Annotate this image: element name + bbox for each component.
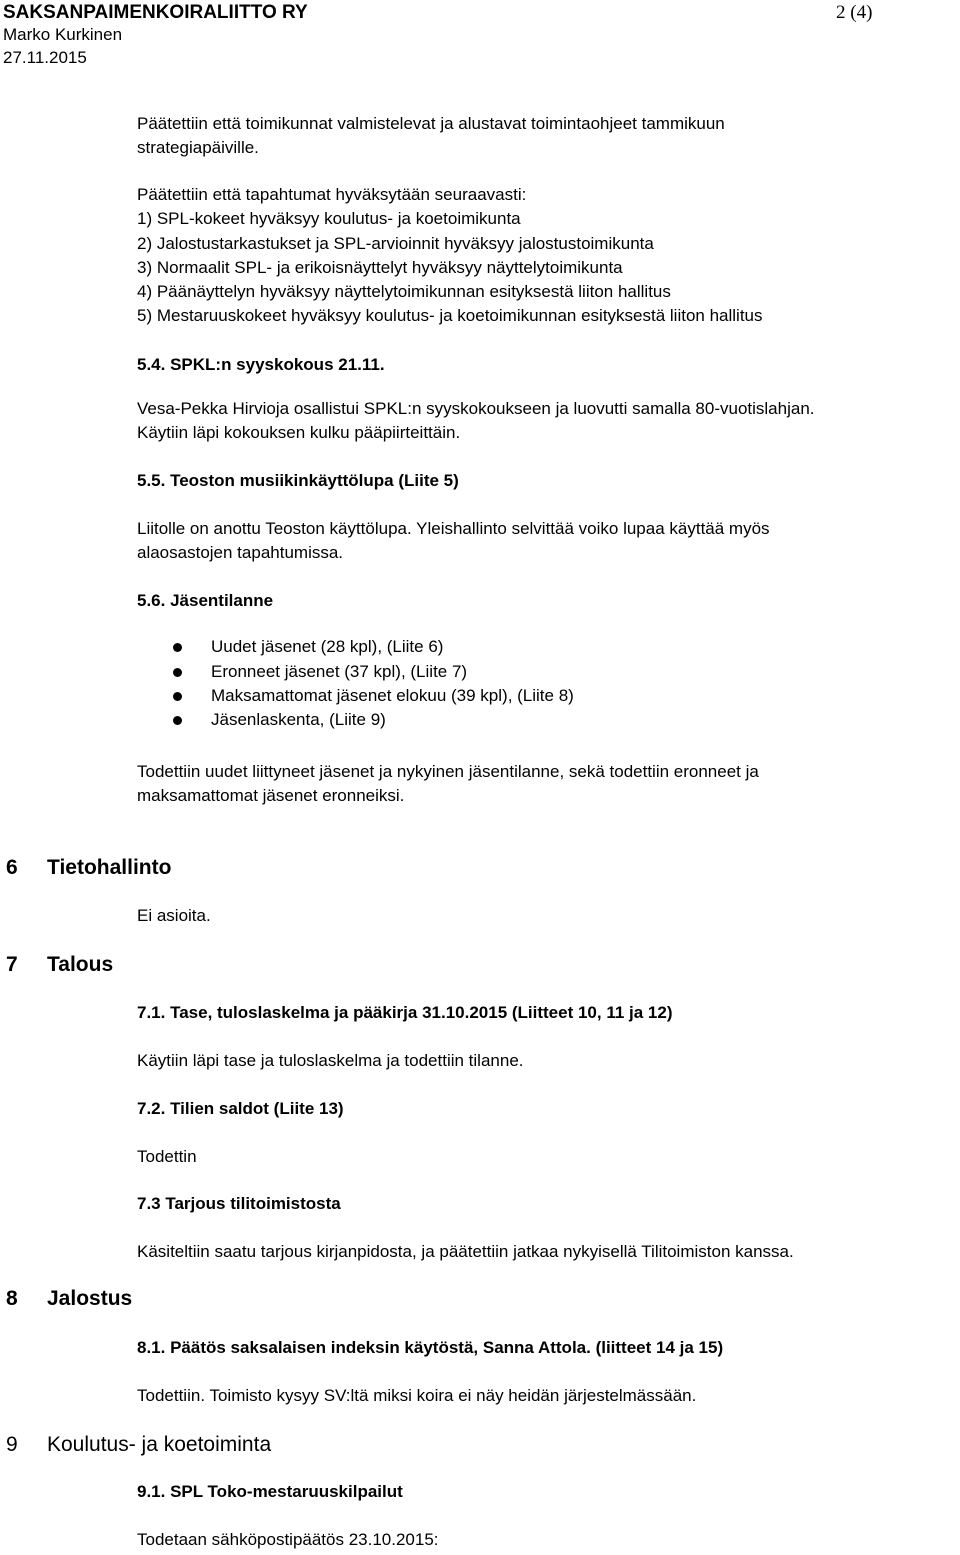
paragraph-line: Liitolle on anottu Teoston käyttölupa. Yleishallinto selvittää voiko lupaa käyttää myös <box>137 519 770 538</box>
heading-7-2: 7.2. Tilien saldot (Liite 13) <box>137 1099 344 1118</box>
approval-item: 1) SPL-kokeet hyväksyy koulutus- ja koetoimikunta <box>137 209 521 228</box>
section-6-number: 6 <box>6 856 18 879</box>
paragraph-line: Todettiin uudet liittyneet jäsenet ja nykyinen jäsentilanne, sekä todettiin eronneet ja <box>137 762 759 781</box>
paragraph-line: Käytiin läpi tase ja tuloslaskelma ja todettiin tilanne. <box>137 1051 524 1070</box>
section-7-number: 7 <box>6 953 18 976</box>
paragraph-line: Todettin <box>137 1147 197 1166</box>
bullet-icon <box>173 668 182 677</box>
approval-item: 5) Mestaruuskokeet hyväksyy koulutus- ja koetoimikunnan esityksestä liiton hallitus <box>137 306 763 325</box>
bullet-icon <box>173 692 182 701</box>
approval-item: 2) Jalostustarkastukset ja SPL-arvioinnit hyväksyy jalostustoimikunta <box>137 234 654 253</box>
intro-line: Päätettiin että toimikunnat valmistelevat ja alustavat toimintaohjeet tammikuun <box>137 114 725 133</box>
list-item: Jäsenlaskenta, (Liite 9) <box>211 710 386 729</box>
bullet-icon <box>173 643 182 652</box>
author-name: Marko Kurkinen <box>3 25 123 44</box>
heading-5-4: 5.4. SPKL:n syyskokous 21.11. <box>137 355 385 374</box>
heading-5-6: 5.6. Jäsentilanne <box>137 591 274 610</box>
section-7-title: Talous <box>47 953 114 976</box>
paragraph-line: Todetaan sähköpostipäätös 23.10.2015: <box>137 1530 439 1549</box>
paragraph-line: Vesa-Pekka Hirvioja osallistui SPKL:n syyskokoukseen ja luovutti samalla 80-vuotislahjan. <box>137 399 815 418</box>
organization-name: SAKSANPAIMENKOIRALIITTO RY <box>3 2 308 23</box>
paragraph-line: Ei asioita. <box>137 906 211 925</box>
heading-7-1: 7.1. Tase, tuloslaskelma ja pääkirja 31.10.2015 (Liitteet 10, 11 ja 12) <box>137 1003 673 1022</box>
paragraph-line: alaosastojen tapahtumissa. <box>137 543 344 562</box>
list-item: Maksamattomat jäsenet elokuu (39 kpl), (Liite 8) <box>211 686 574 705</box>
approval-item: 3) Normaalit SPL- ja erikoisnäyttelyt hyväksyy näyttelytoimikunta <box>137 258 623 277</box>
section-9-title: Koulutus- ja koetoiminta <box>47 1433 272 1456</box>
intro-line: strategiapäiville. <box>137 138 259 157</box>
heading-8-1: 8.1. Päätös saksalaisen indeksin käytöstä, Sanna Attola. (liitteet 14 ja 15) <box>137 1338 724 1357</box>
paragraph-line: Todettiin. Toimisto kysyy SV:ltä miksi koira ei näy heidän järjestelmässään. <box>137 1386 697 1405</box>
approval-item: 4) Päänäyttelyn hyväksyy näyttelytoimikunnan esityksestä liiton hallitus <box>137 282 671 301</box>
paragraph-line: maksamattomat jäsenet eronneiksi. <box>137 786 405 805</box>
heading-9-1: 9.1. SPL Toko-mestaruuskilpailut <box>137 1482 403 1501</box>
list-item: Eronneet jäsenet (37 kpl), (Liite 7) <box>211 662 468 681</box>
bullet-icon <box>173 716 182 725</box>
document-date: 27.11.2015 <box>3 48 87 67</box>
section-8-title: Jalostus <box>47 1287 133 1310</box>
heading-7-3: 7.3 Tarjous tilitoimistosta <box>137 1194 341 1213</box>
heading-5-5: 5.5. Teoston musiikinkäyttölupa (Liite 5) <box>137 471 459 490</box>
section-9-number: 9 <box>6 1433 18 1456</box>
page-number: 2 (4) <box>836 2 873 23</box>
approvals-lead: Päätettiin että tapahtumat hyväksytään seuraavasti: <box>137 185 527 204</box>
section-6-title: Tietohallinto <box>47 856 172 879</box>
section-8-number: 8 <box>6 1287 18 1310</box>
paragraph-line: Käsiteltiin saatu tarjous kirjanpidosta, ja päätettiin jatkaa nykyisellä Tilitoimiston kanssa. <box>137 1242 794 1261</box>
list-item: Uudet jäsenet (28 kpl), (Liite 6) <box>211 637 444 656</box>
paragraph-line: Käytiin läpi kokouksen kulku pääpiirteittäin. <box>137 423 461 442</box>
